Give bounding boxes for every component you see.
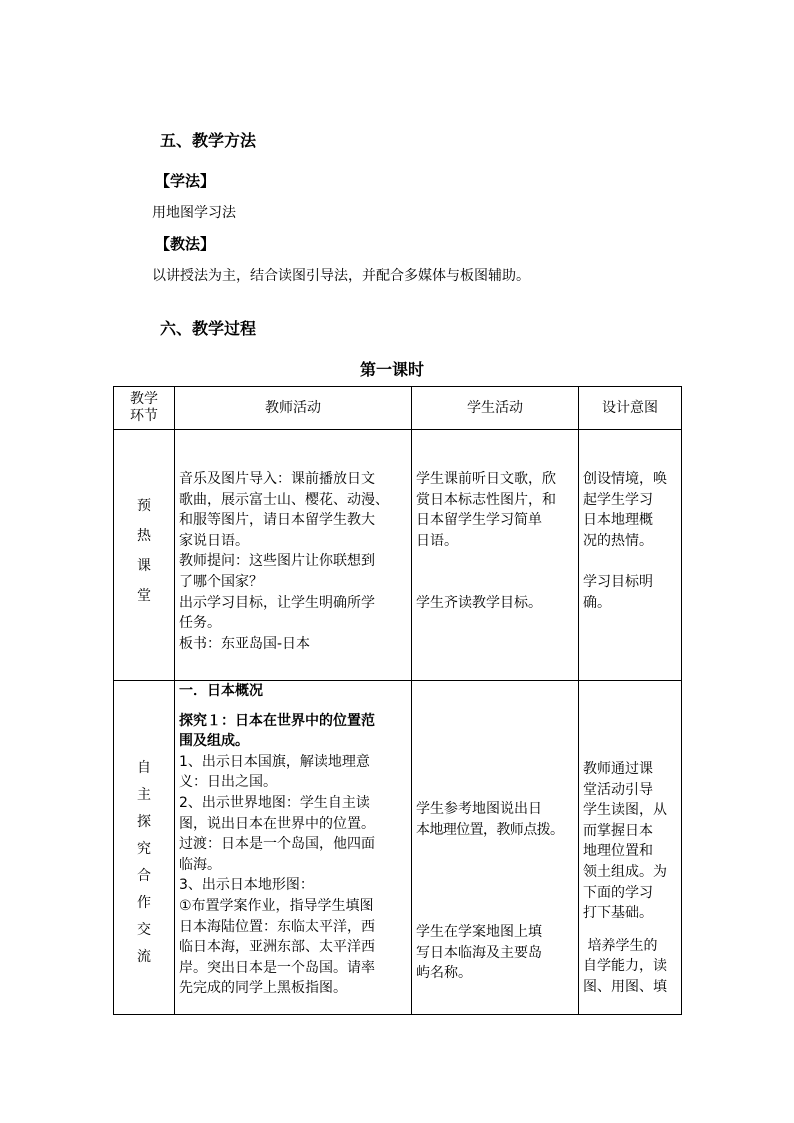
section-6-heading: 六、教学过程 (160, 319, 257, 338)
section-5-heading: 五、教学方法 (160, 131, 257, 150)
table-caption: 第一课时 (360, 360, 425, 379)
header-student-activity: 学生活动 (412, 387, 579, 430)
student-activity-cell: 学生课前听日文歌，欣 赏日本标志性图片，和 日本留学生学习简单 日语。 学生齐读教学目标。 (412, 430, 579, 681)
design-intent-cell: 创设情境，唤 起学生学习 日本地理概 况的热情。 学习目标明 确。 (579, 430, 682, 681)
table-row (114, 681, 682, 1015)
table-header-row (114, 387, 682, 430)
teacher-activity-cell: 音乐及图片导入：课前播放日文 歌曲，展示富士山、樱花、动漫、 和服等图片，请日本留学生教大 家说日语。 教师提问：这些图片让你联想到 了哪个国家？ 出示学习目标，让学生明确所学 任务。 板书：东亚岛国-日本 (175, 430, 412, 681)
table-row (114, 430, 682, 681)
study-method-text: 用地图学习法 (152, 205, 236, 221)
teaching-method-title: 【教法】 (155, 235, 216, 253)
stage-cell-inquiry: 自 主 探 究 合 作 交 流 (114, 681, 175, 1015)
student-activity-cell: 学生参考地图说出日 本地理位置，教师点拨。 学生在学案地图上填 写日本临海及主要岛 屿名称。 (412, 681, 579, 1015)
teacher-activity-cell: 一．日本概况 探究１：日本在世界中的位置范 围及组成。 1、出示日本国旗，解读地理意 义：日出之国。 2、出示世界地图：学生自主读 图，说出日本在世界中的位置。 过渡：日本是一个岛国，他四面 临海。 3、出示日本地形图： ①布置学案作业，指导学生填图 日本海陆位置：东临太平洋，西 临日本海，亚洲东部、太平洋西 岸。突出日本是一个岛国。请率 先完成的同学上黑板指图。 (175, 681, 412, 1015)
header-stage: 教学 环节 (114, 387, 175, 430)
teaching-method-text: 以讲授法为主，结合读图引导法，并配合多媒体与板图辅助。 (152, 268, 530, 284)
lesson-plan-table (113, 386, 682, 1015)
header-design-intent: 设计意图 (579, 387, 682, 430)
header-teacher-activity: 教师活动 (175, 387, 412, 430)
study-method-title: 【学法】 (155, 172, 216, 190)
design-intent-cell: 教师通过课 堂活动引导 学生读图，从 而掌握日本 地理位置和 领土组成。为 下面的学习 打下基础。 培养学生的 自学能力，读 图、用图、填 (579, 681, 682, 1015)
stage-cell-warmup: 预 热 课 堂 (114, 430, 175, 681)
